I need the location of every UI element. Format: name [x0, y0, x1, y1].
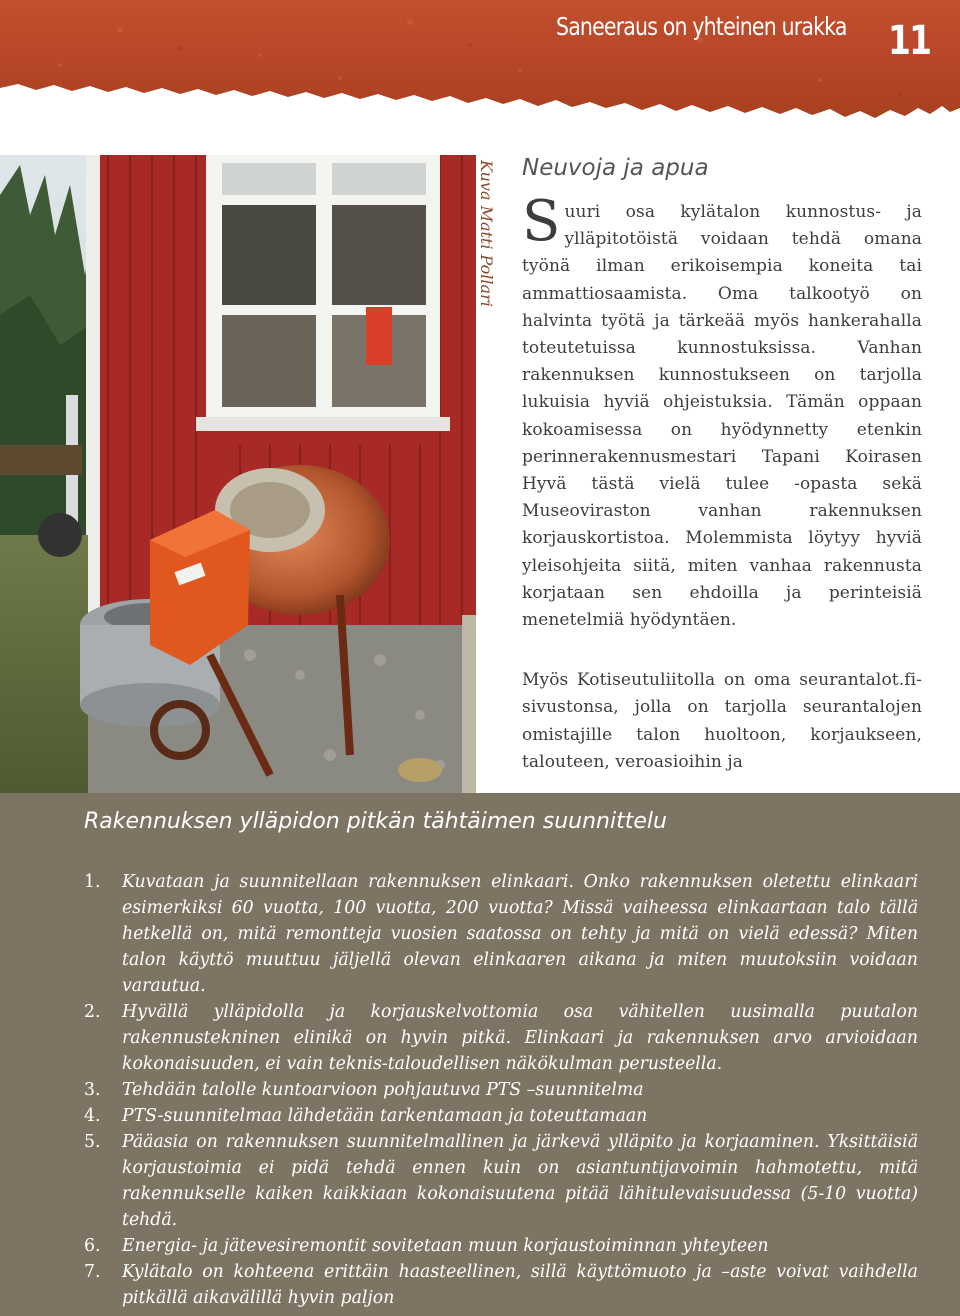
drop-cap: S	[522, 189, 561, 254]
list-item-number: 1.	[84, 872, 101, 892]
list-item-number: 5.	[84, 1132, 101, 1152]
list-item	[84, 1077, 918, 1103]
list-item	[84, 1103, 918, 1129]
numbered-list	[84, 869, 918, 1311]
list-item-text: Kuvataan ja suunnitellaan rakennuksen elinkaari. Onko rakennuksen oletettu elinkaari esimerkiksi 60 vuotta, 100 vuotta, 200 vuotta? Missä vaiheessa elinkaartaan talo tällä hetkellä on, mitä remontteja vuosien saatossa on tehty ja mitä on vielä edessä? Miten talon käyttö muuttuu jäljellä olevan elinkaaren aikana ja miten muutoksiin voidaan varautua.	[122, 872, 918, 996]
list-item	[84, 1233, 918, 1259]
photo-credit	[474, 160, 500, 330]
article-column	[522, 150, 922, 776]
list-item	[84, 869, 918, 999]
list-item	[84, 999, 918, 1077]
photo-cement-mixer	[0, 155, 476, 795]
list-item	[84, 1259, 918, 1311]
list-item-number: 6.	[84, 1236, 101, 1256]
info-box-title: Rakennuksen ylläpidon pitkän tähtäimen suunnittelu	[84, 809, 667, 834]
list-item-text: Tehdään talolle kuntoarvioon pohjautuva PTS –suunnitelma	[122, 1080, 644, 1100]
list-item-text: PTS-suunnitelmaa lähdetään tarkentamaan ja toteuttamaan	[122, 1106, 648, 1126]
list-item-text: Kylätalo on kohteena erittäin haasteellinen, sillä käyttömuoto ja –aste voivat vaihdella pitkällä aikavälillä hyvin paljon	[122, 1262, 918, 1308]
list-item-number: 3.	[84, 1080, 101, 1100]
photo-illustration	[0, 155, 476, 795]
list-item	[84, 1129, 918, 1233]
paragraph-1-text: uuri osa kylätalon kunnostus- ja ylläpitotöistä voidaan tehdä omana työnä ilman erikoisempia koneita tai ammattiosaamista. Oma talkootyö on halvinta työtä ja tärkeää myös hankerahalla toteutetuissa kunnostuksissa. Vanhan rakennuksen kunnostukseen on tarjolla lukuisia hyviä ohjeistuksia. Tämän oppaan kokoamisessa on hyödynnetty etenkin perinnerakennusmestari Tapani Koirasen Hyvä tästä vielä tulee -opasta sekä Museoviraston vanhan rakennuksen korjauskortistoa. Molemmista löytyy hyviä yleisohjeita siitä, miten vanhaa rakennusta korjataan sen ehdoilla ja perinteisiä menetelmiä hyödyntäen.	[522, 202, 922, 631]
list-item-text: Energia- ja jätevesiremontit sovitetaan muun korjaustoiminnan yhteyteen	[122, 1236, 769, 1256]
section-heading: Neuvoja ja apua	[522, 155, 709, 181]
page-number: 11	[888, 18, 931, 64]
header-band	[0, 0, 960, 140]
info-box	[0, 793, 960, 1316]
list-item-text: Pääasia on rakennuksen suunnitelmallinen ja järkevä ylläpito ja korjaaminen. Yksittäisiä korjaustoimia ei pidä tehdä ennen kuin on asiantuntijavoimin hahmotettu, mitä rakennukselle kaiken kaikkiaan kokonaisuutena pitää lähitulevaisuudessa (5-10 vuotta) tehdä.	[122, 1132, 918, 1230]
list-item-text: Hyvällä ylläpidolla ja korjauskelvottomia osa vähitellen uusimalla puutalon rakennustekninen elinikä on hyvin pitkä. Elinkaari ja rakennuksen arvo arvioidaan kokonaisuuden, ei vain teknis-taloudellisen näkökulman perusteella.	[122, 1002, 918, 1074]
photo-credit-text: Kuva Matti Pollari	[477, 160, 496, 307]
paragraph-2: Myös Kotiseutuliitolla on oma seurantalot.fi-sivustonsa, jolla on tarjolla seurantalojen omistajille talon huoltoon, korjaukseen, talouteen, veroasioihin ja	[522, 670, 922, 772]
paragraph-1	[522, 189, 922, 634]
running-header-title: Saneeraus on yhteinen urakka	[556, 12, 847, 41]
list-item-number: 2.	[84, 1002, 101, 1022]
list-item-number: 4.	[84, 1106, 101, 1126]
list-item-number: 7.	[84, 1262, 101, 1282]
